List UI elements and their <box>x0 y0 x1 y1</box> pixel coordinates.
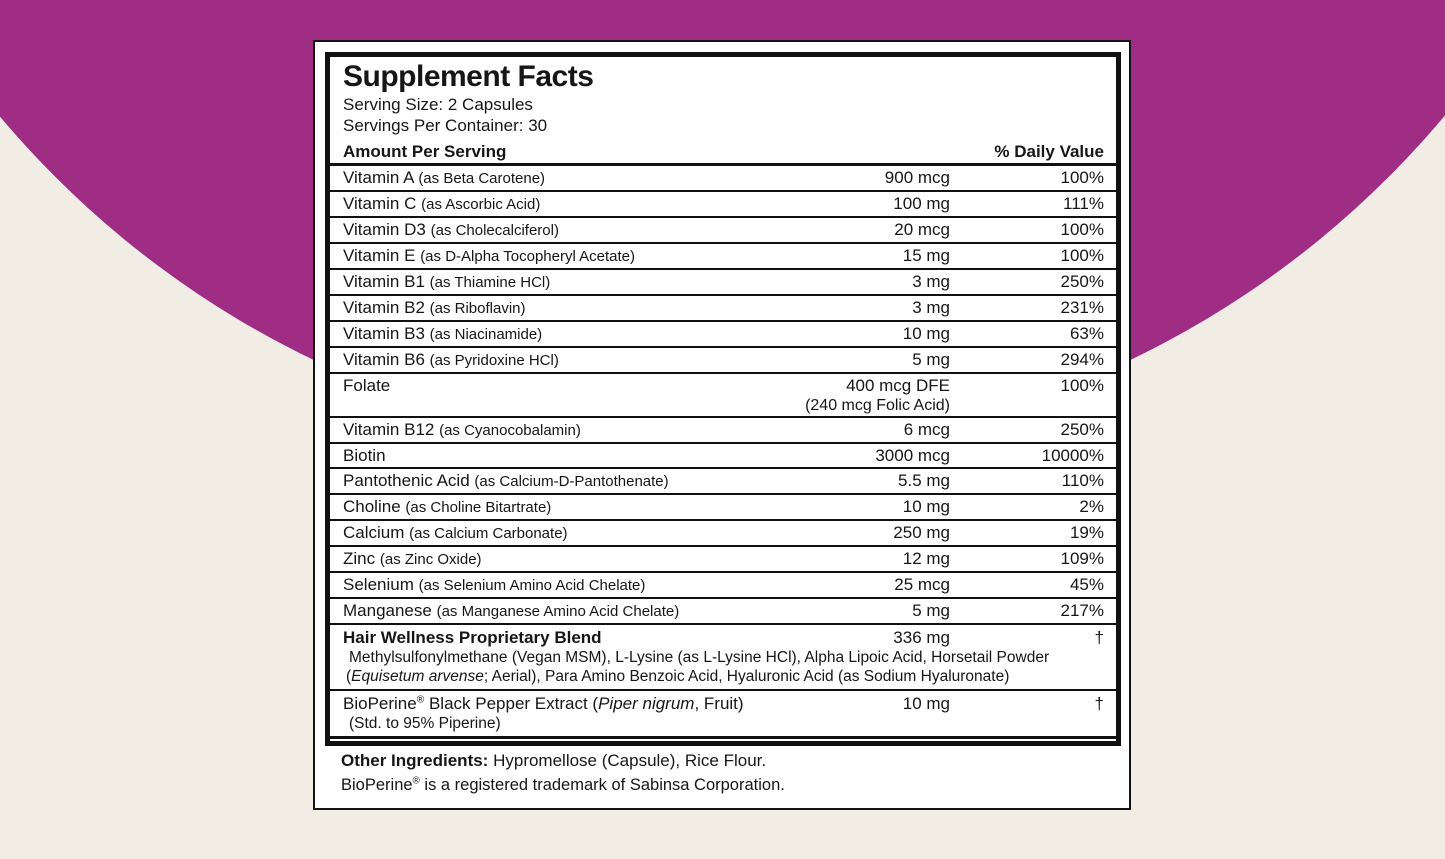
nutrient-row <box>330 418 1116 444</box>
nutrient-name-cell <box>330 167 790 189</box>
nutrient-form: (as Choline Bitartrate) <box>405 499 552 516</box>
nutrient-row <box>330 521 1116 547</box>
nutrient-row <box>330 495 1116 521</box>
nutrient-name: Vitamin A <box>343 168 414 187</box>
nutrient-name: Vitamin D3 <box>343 220 426 239</box>
nutrient-daily-value: 19% <box>1069 523 1104 542</box>
nutrient-name-cell <box>330 419 790 441</box>
nutrient-name-cell <box>330 470 790 492</box>
nutrient-daily-value: 109% <box>1060 549 1104 568</box>
trademark-brand: BioPerine <box>341 776 413 794</box>
nutrient-amount: 400 mcg DFE <box>846 376 950 395</box>
nutrient-amount-cell <box>790 323 950 344</box>
nutrient-name-cell <box>330 297 790 319</box>
bioperine-header-row <box>330 693 1116 714</box>
nutrient-amount-cell <box>790 375 950 415</box>
nutrient-row <box>330 192 1116 218</box>
nutrient-name: Biotin <box>343 446 386 465</box>
nutrient-name: Pantothenic Acid <box>343 471 470 490</box>
blend-desc2-post: ; Aerial), Para Amino Benzoic Acid, Hyaluronic Acid (as Sodium Hyaluronate) <box>483 668 1010 685</box>
other-ingredients-text: Hypromellose (Capsule), Rice Flour. <box>488 751 767 770</box>
trademark-note <box>341 773 1129 798</box>
nutrient-amount: 900 mcg <box>884 168 950 187</box>
below-panel-notes <box>315 748 1129 798</box>
daily-value-header: % Daily Value <box>994 142 1104 161</box>
nutrient-name: Vitamin B12 <box>343 420 435 439</box>
nutrient-amount-cell <box>790 219 950 240</box>
facts-title: Supplement Facts <box>343 60 594 93</box>
nutrient-form: (as D-Alpha Tocopheryl Acetate) <box>420 248 636 265</box>
nutrient-name-cell <box>330 375 790 396</box>
column-header-row <box>330 140 1116 166</box>
nutrient-daily-value: 111% <box>1063 194 1104 213</box>
nutrient-name: Vitamin B3 <box>343 324 425 343</box>
nutrient-amount: 15 mg <box>902 246 950 265</box>
nutrient-daily-value: 100% <box>1060 168 1104 187</box>
nutrient-row <box>330 374 1116 418</box>
nutrient-daily-value: 100% <box>1060 376 1104 395</box>
nutrient-name: Selenium <box>343 575 414 594</box>
nutrient-name-cell <box>330 349 790 371</box>
nutrient-name: Vitamin B2 <box>343 298 425 317</box>
bioperine-name <box>330 693 790 714</box>
nutrient-amount: 5 mg <box>912 350 950 369</box>
bioperine-standardization-note: (Std. to 95% Piperine) <box>349 715 501 732</box>
serving-size-line: Serving Size: 2 Capsules <box>343 95 533 114</box>
nutrient-name: Choline <box>343 497 401 516</box>
nutrient-amount-cell <box>790 445 950 466</box>
blend-daily-value-dagger: † <box>1094 628 1104 647</box>
nutrient-row <box>330 322 1116 348</box>
nutrient-amount-cell <box>790 470 950 491</box>
nutrient-amount: 3 mg <box>912 298 950 317</box>
bioperine-name-mid: Black Pepper Extract ( <box>424 694 599 713</box>
nutrient-form: (as Cholecalciferol) <box>430 222 559 239</box>
nutrient-row <box>330 348 1116 374</box>
nutrient-name-cell <box>330 245 790 267</box>
servings-per-container-line: Servings Per Container: 30 <box>343 115 548 135</box>
nutrient-daily-value: 231% <box>1060 298 1104 317</box>
nutrient-form: (as Zinc Oxide) <box>379 551 482 568</box>
other-ingredients-line <box>341 748 1129 773</box>
blend-name: Hair Wellness Proprietary Blend <box>343 628 602 647</box>
nutrient-form: (as Selenium Amino Acid Chelate) <box>418 577 646 594</box>
nutrient-rows <box>330 166 1116 625</box>
blend-amount: 336 mg <box>893 628 950 647</box>
nutrient-daily-value: 100% <box>1060 246 1104 265</box>
nutrient-amount: 20 mcg <box>894 220 950 239</box>
nutrient-daily-value: 10000% <box>1041 446 1104 465</box>
nutrient-row <box>330 444 1116 469</box>
nutrient-name: Manganese <box>343 601 432 620</box>
nutrient-form: (as Calcium Carbonate) <box>409 525 568 542</box>
daily-value-footnote <box>330 739 1116 746</box>
nutrient-name-cell <box>330 193 790 215</box>
nutrient-amount-cell <box>790 193 950 214</box>
nutrient-amount-cell <box>790 245 950 266</box>
nutrient-daily-value: 2% <box>1079 497 1104 516</box>
nutrient-form: (as Thiamine HCl) <box>429 274 551 291</box>
nutrient-amount-cell <box>790 297 950 318</box>
supplement-facts-panel <box>325 52 1121 746</box>
supplement-label <box>313 40 1131 810</box>
nutrient-daily-value: 45% <box>1069 575 1104 594</box>
trademark-registered-symbol: ® <box>412 775 420 787</box>
nutrient-name: Vitamin B6 <box>343 350 425 369</box>
trademark-text: is a registered trademark of Sabinsa Corporation. <box>419 776 785 794</box>
nutrient-name: Vitamin E <box>343 246 416 265</box>
nutrient-amount-cell <box>790 167 950 188</box>
registered-trademark-symbol: ® <box>416 694 425 706</box>
nutrient-daily-value: 294% <box>1060 350 1104 369</box>
nutrient-name: Zinc <box>343 549 376 568</box>
nutrient-amount-cell <box>790 574 950 595</box>
bioperine-daily-value-dagger: † <box>1094 694 1104 713</box>
bioperine-botanical-name: Piper nigrum <box>598 694 695 713</box>
nutrient-daily-value: 100% <box>1060 220 1104 239</box>
nutrient-amount: 250 mg <box>893 523 950 542</box>
nutrient-row <box>330 599 1116 625</box>
nutrient-row <box>330 469 1116 495</box>
nutrient-amount: 100 mg <box>893 194 950 213</box>
bioperine-name-post: , Fruit) <box>694 694 744 713</box>
proprietary-blend-section <box>330 625 1116 691</box>
nutrient-daily-value: 217% <box>1060 601 1104 620</box>
nutrient-name: Calcium <box>343 523 405 542</box>
nutrient-amount-cell <box>790 496 950 517</box>
nutrient-amount-cell <box>790 522 950 543</box>
nutrient-name-cell <box>330 574 790 596</box>
blend-header-row <box>330 627 1116 648</box>
nutrient-amount: 3 mg <box>912 272 950 291</box>
nutrient-form: (as Cyanocobalamin) <box>439 422 581 439</box>
nutrient-amount: 10 mg <box>902 324 950 343</box>
nutrient-name-cell <box>330 548 790 570</box>
nutrient-form: (as Ascorbic Acid) <box>421 196 541 213</box>
nutrient-daily-value: 250% <box>1060 272 1104 291</box>
nutrient-name-cell <box>330 496 790 518</box>
nutrient-form: (as Manganese Amino Acid Chelate) <box>436 603 680 620</box>
bioperine-brand: BioPerine <box>343 694 417 713</box>
nutrient-amount-cell <box>790 419 950 440</box>
nutrient-amount: 5 mg <box>912 601 950 620</box>
nutrient-daily-value: 250% <box>1060 420 1104 439</box>
nutrient-name-cell <box>330 271 790 293</box>
nutrient-daily-value: 110% <box>1061 471 1104 490</box>
nutrient-name: Vitamin C <box>343 194 417 213</box>
nutrient-form: (as Niacinamide) <box>429 326 543 343</box>
blend-desc2-pre: ( <box>346 668 352 685</box>
nutrient-row <box>330 296 1116 322</box>
nutrient-amount-cell <box>790 271 950 292</box>
nutrient-row <box>330 218 1116 244</box>
blend-description-line2 <box>330 667 1116 686</box>
nutrient-form: (as Riboflavin) <box>429 300 526 317</box>
nutrient-name-cell <box>330 323 790 345</box>
nutrient-name-cell <box>330 445 790 466</box>
nutrient-row <box>330 270 1116 296</box>
blend-desc2-botanical-name: Equisetum arvense <box>351 668 484 685</box>
nutrient-daily-value: 63% <box>1069 324 1104 343</box>
nutrient-row <box>330 547 1116 573</box>
nutrient-amount: 3000 mcg <box>875 446 950 465</box>
blend-description-line1: Methylsulfonylmethane (Vegan MSM), L-Lysine (as L-Lysine HCl), Alpha Lipoic Acid, Horsetail Powder <box>349 649 1050 666</box>
nutrient-row <box>330 166 1116 192</box>
nutrient-name-cell <box>330 600 790 622</box>
nutrient-form: (as Pyridoxine HCl) <box>429 352 559 369</box>
nutrient-amount: 6 mcg <box>903 420 950 439</box>
bioperine-section <box>330 691 1116 739</box>
nutrient-row <box>330 573 1116 599</box>
nutrient-amount: 5.5 mg <box>898 471 950 490</box>
nutrient-form: (as Calcium-D-Pantothenate) <box>474 473 669 490</box>
nutrient-amount: 10 mg <box>902 497 950 516</box>
amount-per-serving-header: Amount Per Serving <box>343 142 507 161</box>
nutrient-amount: 25 mcg <box>894 575 950 594</box>
nutrient-name-cell <box>330 219 790 241</box>
nutrient-form: (as Beta Carotene) <box>418 170 546 187</box>
nutrient-row <box>330 244 1116 270</box>
nutrient-amount-secondary: (240 mcg Folic Acid) <box>805 397 950 414</box>
nutrient-name-cell <box>330 522 790 544</box>
nutrient-amount: 12 mg <box>902 549 950 568</box>
nutrient-amount-cell <box>790 600 950 621</box>
other-ingredients-label: Other Ingredients: <box>341 751 489 770</box>
nutrient-name: Vitamin B1 <box>343 272 425 291</box>
nutrient-amount-cell <box>790 548 950 569</box>
bioperine-amount: 10 mg <box>902 694 950 713</box>
nutrient-name: Folate <box>343 376 391 395</box>
nutrient-amount-cell <box>790 349 950 370</box>
